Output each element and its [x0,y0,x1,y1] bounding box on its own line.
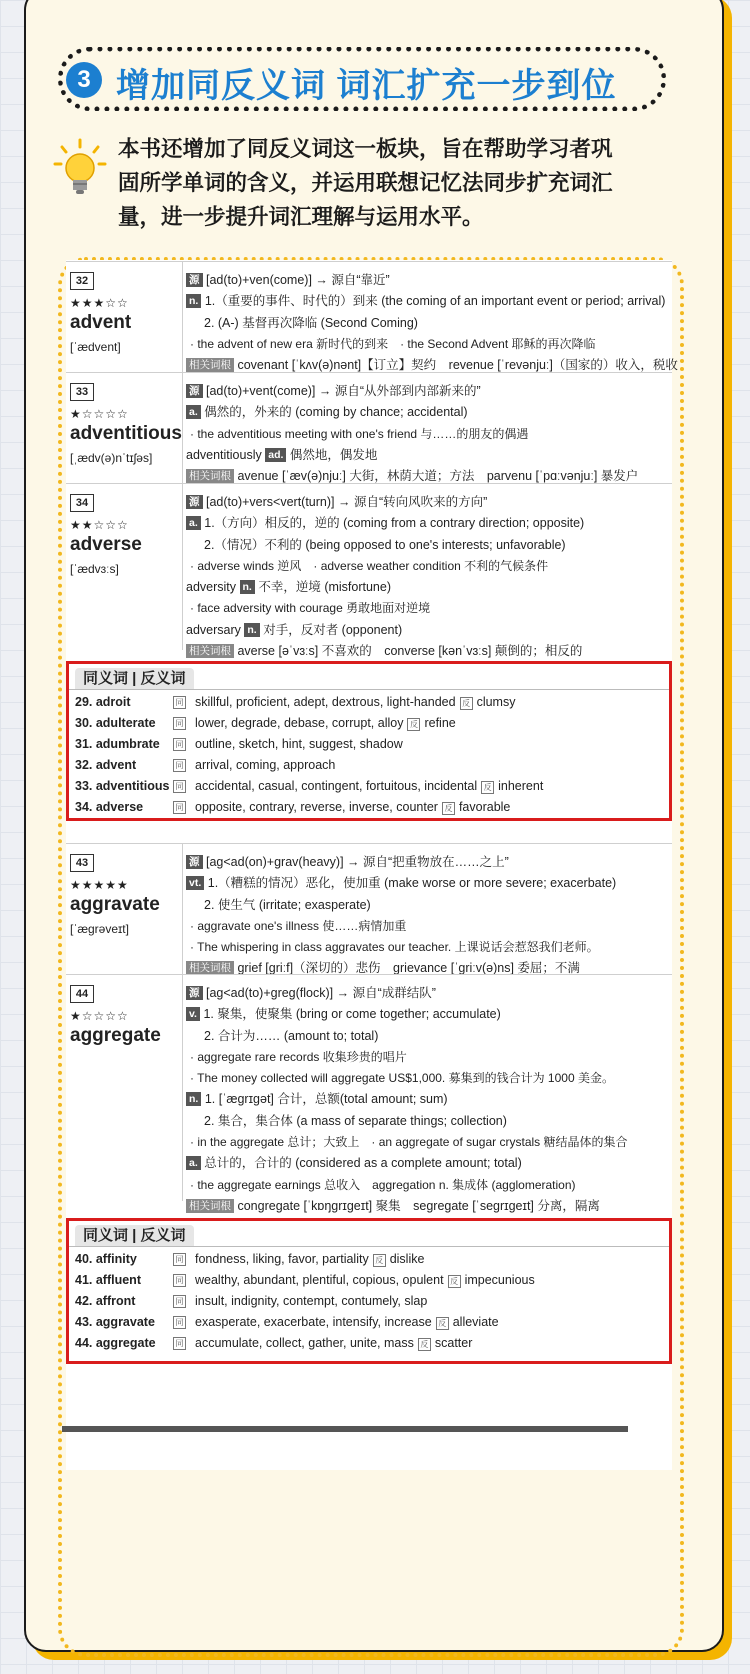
definition-text: 1.（重要的事件、时代的）到来 (the coming of an important event or period; arrival) [204,294,666,309]
synonym-icon: 同 [173,1316,186,1329]
intro-line: 本书还增加了同反义词这一板块，旨在帮助学习者巩 [118,137,613,161]
entry-definition-column [186,270,678,376]
etymology-text: [ag<ad(to)+greg(flock)] → 源自“成群结队” [205,986,436,1000]
antonym-text: inherent [498,779,544,793]
etymology-line [186,983,672,1004]
etymology-tag: 源 [186,495,203,509]
entry-definition-column [186,381,672,487]
definition-text: 1. [ˈæɡrɪɡət] 合计，总额(total amount; sum) [204,1092,448,1107]
related-roots-tag: 相关词根 [186,961,234,975]
word-entry [66,843,672,975]
synonym-row [69,1333,669,1354]
phonetic: [ˈædvent] [70,340,121,354]
synonym-row [69,692,669,713]
related-roots-text: grief [ɡriːf]（深切的）悲伤 grievance [ˈɡriːv(ə)ns] 委屈；不满 [237,961,580,976]
intro-line: 固所学单词的含义，并运用联想记忆法同步扩充词汇 [118,171,613,195]
definition-line [186,513,672,534]
antonym-icon: 反 [418,1338,431,1351]
synonym-headword: 44. aggregate [75,1336,156,1350]
antonym-icon: 反 [407,718,420,731]
synonym-headword: 40. affinity [75,1252,137,1266]
antonym-text: favorable [458,800,511,814]
definition-line [186,620,672,641]
synonym-icon: 同 [173,717,186,730]
antonym-icon: 反 [481,781,494,794]
synonym-list [195,1249,424,1270]
column-divider [182,975,183,1201]
synonym-list [195,1270,535,1291]
frequency-stars: ★☆☆☆☆ [70,1009,129,1023]
entry-number: 33 [70,383,94,401]
definition-text: 不幸，逆境 (misfortune) [258,580,391,595]
synonym-text: fondness, liking, favor, partiality [195,1252,369,1266]
etymology-tag: 源 [186,273,203,287]
sense-line: 2.（情况）不利的 (being opposed to one's interests; unfavorable) [204,537,566,552]
derived-word: adventitiously [186,447,262,462]
antonym-text: refine [424,716,456,730]
synonym-list [195,1291,427,1312]
example-line: · aggravate one's illness 使……病情加重 [190,918,407,933]
derived-word: adversary [186,622,241,637]
related-roots-tag: 相关词根 [186,1199,234,1213]
definition-text: 偶然地，偶发地 [289,447,378,462]
sense-line: 2. 集合，集合体 (a mass of separate things; collection) [204,1113,507,1128]
synonym-list [195,1312,499,1333]
etymology-tag: 源 [186,986,203,1000]
synonym-icon: 同 [173,738,186,751]
etymology-tag: 源 [186,855,203,869]
synonym-text: accumulate, collect, gather, unite, mass [195,1336,414,1350]
synonym-text: outline, sketch, hint, suggest, shadow [195,737,403,751]
synonym-list [195,755,335,776]
column-divider [182,844,183,975]
definition-line [186,445,672,466]
antonym-text: clumsy [476,695,516,709]
etymology-line [186,270,672,291]
antonym-icon: 反 [460,697,473,710]
definition-text: 对手，反对者 (opponent) [263,622,403,637]
synonym-headword: 30. adulterate [75,716,156,730]
phonetic: [ˌædv(ə)nˈtɪʃəs] [70,451,153,465]
synonym-list [195,713,456,734]
phonetic: [ˈæɡrəveɪt] [70,922,129,936]
phonetic: [ˈædvɜːs] [70,562,119,576]
synonym-headword: 41. affluent [75,1273,141,1287]
lightbulb-icon [52,138,108,204]
headword: aggravate [70,894,160,915]
related-roots-text: averse [əˈvɜːs] 不喜欢的 converse [kənˈvɜːs] 颠倒的；相反的 [237,644,583,659]
antonym-text: dislike [389,1252,425,1266]
frequency-stars: ★★★☆☆ [70,296,129,310]
etymology-text: [ad(to)+ven(come)] → 源自“靠近” [205,273,390,287]
entry-number: 32 [70,272,94,290]
definition-line [186,1089,672,1110]
synonym-text: opposite, contrary, reverse, inverse, counter [195,800,438,814]
definition-line [186,402,672,423]
header-rule [69,1246,669,1247]
synonym-list [195,797,510,818]
synonym-icon: 同 [173,1295,186,1308]
entry-headword-column [70,272,178,354]
etymology-line [186,492,672,513]
related-roots-line [186,641,672,662]
synonym-row [69,713,669,734]
headword: advent [70,312,132,333]
synonym-antonym-header [69,664,669,690]
related-roots-text: congregate [ˈkɒŋɡrɪɡeɪt] 聚集 segregate [ˈseɡrɪɡeɪt] 分离，隔离 [237,1198,600,1213]
synonym-icon: 同 [173,1253,186,1266]
synonym-row [69,1291,669,1312]
frequency-stars: ★★☆☆☆ [70,518,129,532]
synonym-text: skillful, proficient, adept, dextrous, light-handed [195,695,456,709]
frequency-stars: ★☆☆☆☆ [70,407,129,421]
definition-line [186,577,672,598]
column-divider [182,373,183,484]
synonym-headword: 29. adroit [75,695,131,709]
synonym-text: lower, degrade, debase, corrupt, alloy [195,716,404,730]
synonym-text: wealthy, abundant, plentiful, copious, opulent [195,1273,444,1287]
part-of-speech-tag: ad. [265,448,286,462]
etymology-tag: 源 [186,384,203,398]
column-divider [182,262,183,373]
part-of-speech-tag: n. [244,623,259,637]
sense-line: 2. 使生气 (irritate; exasperate) [204,897,371,912]
entry-headword-column [70,985,178,1047]
intro-line: 量，进一步提升词汇理解与运用水平。 [118,205,484,229]
sense-line: 2. 合计为…… (amount to; total) [204,1028,379,1043]
definition-text: 1.（糟糕的情况）恶化，使加重 (make worse or more severe; exacerbate) [207,876,617,891]
synonym-icon: 同 [173,759,186,772]
entry-number: 43 [70,854,94,872]
synonym-row [69,734,669,755]
synonym-icon: 同 [173,801,186,814]
synonym-headword: 32. advent [75,758,137,772]
word-entry [66,483,672,659]
part-of-speech-tag: v. [186,1007,200,1021]
entry-headword-column [70,383,182,465]
definition-text: 1. 聚集，使聚集 (bring or come together; accumulate) [203,1007,501,1022]
synonym-icon: 同 [173,696,186,709]
synonym-text: accidental, casual, contingent, fortuitous, incidental [195,779,478,793]
antonym-text: alleviate [452,1315,499,1329]
synonym-list [195,776,543,797]
part-of-speech-tag: a. [186,516,201,530]
entry-definition-column [186,852,672,980]
entry-number: 34 [70,494,94,512]
related-roots-text: avenue [ˈæv(ə)njuː] 大街，林荫大道；方法 parvenu [ˈpɑːvənjuː] 暴发户 [237,469,639,484]
synonym-headword: 42. affront [75,1294,136,1308]
synonym-headword: 43. aggravate [75,1315,155,1329]
sense-line: 2. (A-) 基督再次降临 (Second Coming) [204,315,418,330]
etymology-text: [ag<ad(on)+grav(heavy)] → 源自“把重物放在……之上” [205,855,509,869]
headword: adverse [70,534,142,555]
related-roots-tag: 相关词根 [186,358,234,372]
bottom-rule [62,1426,628,1432]
antonym-text: impecunious [464,1273,535,1287]
synonym-icon: 同 [173,780,186,793]
antonym-icon: 反 [436,1317,449,1330]
example-line: · the aggregate earnings 总收入 aggregation n. 集成体 (agglomeration) [190,1177,576,1192]
section-title: 增加同反义词 词汇扩充一步到位 [116,67,617,105]
definition-text: 偶然的，外来的 (coming by chance; accidental) [204,405,468,420]
synonym-icon: 同 [173,1337,186,1350]
derived-word: adversity [186,580,237,595]
definition-line [186,1004,672,1025]
section-number-badge: 3 [66,62,102,98]
antonym-text: scatter [434,1336,473,1350]
part-of-speech-tag: a. [186,405,201,419]
example-line: · adverse winds 逆风 · adverse weather condition 不利的气候条件 [190,558,549,573]
synonym-antonym-heading: 同义词 | 反义词 [75,668,194,690]
synonym-headword: 31. adumbrate [75,737,160,751]
synonym-row [69,755,669,776]
definition-line [186,873,672,894]
synonym-antonym-box [66,1218,672,1364]
word-entry [66,372,672,484]
synonym-headword: 34. adverse [75,800,144,814]
related-roots-text: covenant [ˈkʌv(ə)nənt]【订立】契约 revenue [ˈrevənjuː]（国家的）收入，税收 [237,358,678,373]
antonym-icon: 反 [442,802,455,815]
example-line: · in the aggregate 总计；大致上 · an aggregate of sugar crystals 糖结晶体的集合 [190,1135,628,1150]
synonym-headword: 33. adventitious [75,779,170,793]
example-line: · the advent of new era 新时代的到来 · the Second Advent 耶稣的再次降临 [190,336,596,351]
example-line: · The money collected will aggregate US$1,000. 募集到的钱合计为 1000 美金。 [190,1071,614,1086]
definition-line [186,1153,672,1174]
synonym-row [69,776,669,797]
synonym-list [195,692,515,713]
synonym-antonym-header [69,1221,669,1247]
related-roots-tag: 相关词根 [186,469,234,483]
antonym-icon: 反 [448,1275,461,1288]
entry-headword-column [70,854,178,936]
part-of-speech-tag: vt. [186,876,204,890]
synonym-icon: 同 [173,1274,186,1287]
example-line: · aggregate rare records 收集珍贵的唱片 [190,1049,407,1064]
synonym-antonym-box [66,661,672,821]
definition-text: 总计的，合计的 (considered as a complete amount; total) [204,1156,522,1171]
entry-headword-column [70,494,178,576]
intro-paragraph [118,132,698,234]
antonym-icon: 反 [373,1254,386,1267]
example-line: · face adversity with courage 勇敢地面对逆境 [190,601,431,616]
part-of-speech-tag: n. [240,580,255,594]
definition-line [186,291,672,312]
synonym-list [195,1333,472,1354]
etymology-line [186,381,672,402]
etymology-line [186,852,672,873]
synonym-row [69,797,669,818]
column-divider [182,484,183,650]
part-of-speech-tag: n. [186,294,201,308]
frequency-stars: ★★★★★ [70,878,129,892]
synonym-list [195,734,403,755]
synonym-text: insult, indignity, contempt, contumely, slap [195,1294,428,1308]
example-line: · the adventitious meeting with one's friend 与……的朋友的偶遇 [190,426,529,441]
related-roots-line [186,1196,672,1217]
synonym-text: exasperate, exacerbate, intensify, increase [195,1315,432,1329]
synonym-antonym-heading: 同义词 | 反义词 [75,1225,194,1247]
entry-definition-column [186,492,672,662]
definition-text: 1.（方向）相反的，逆的 (coming from a contrary direction; opposite) [204,516,585,531]
part-of-speech-tag: a. [186,1156,201,1170]
synonym-row [69,1270,669,1291]
word-entry [66,974,672,1213]
word-entry [66,261,678,373]
etymology-text: [ad(to)+vers<vert(turn)] → 源自“转向风吹来的方向” [205,495,488,509]
entry-number: 44 [70,985,94,1003]
part-of-speech-tag: n. [186,1092,201,1106]
related-roots-tag: 相关词根 [186,644,234,658]
example-line: · The whispering in class aggravates our teacher. 上课说话会惹怒我们老师。 [190,940,599,955]
headword: aggregate [70,1025,161,1046]
entry-definition-column [186,983,672,1217]
synonym-text: arrival, coming, approach [195,758,336,772]
synonym-row [69,1312,669,1333]
etymology-text: [ad(to)+vent(come)] → 源自“从外部到内部新来的” [205,384,481,398]
synonym-row [69,1249,669,1270]
headword: adventitious [70,423,182,444]
header-rule [69,689,669,690]
